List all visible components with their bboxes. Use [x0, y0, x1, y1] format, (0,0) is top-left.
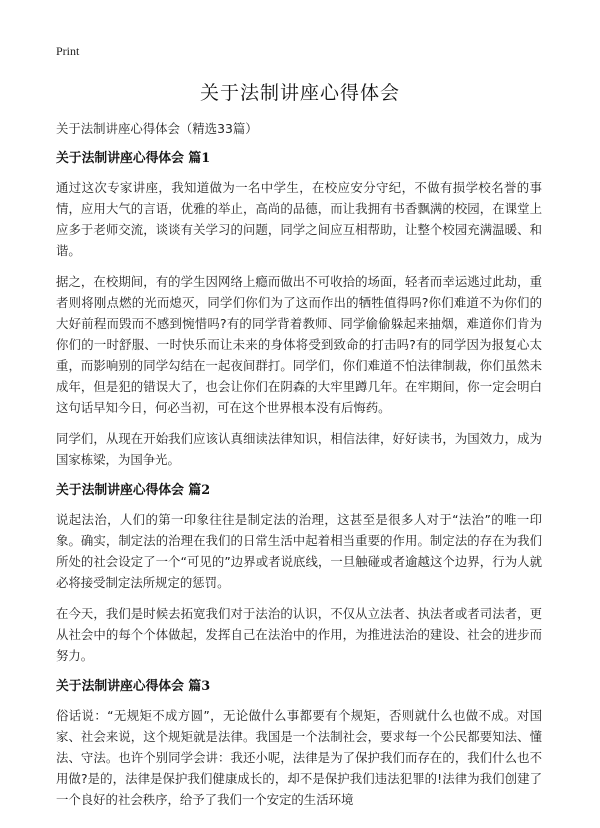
section-heading: 关于法制讲座心得体会 篇2	[56, 483, 211, 498]
paragraph: 据之，在校期间，有的学生因网络上瘾而做出不可收拾的场面，轻者而幸运逃过此劫，重者则将刚点燃的光而熄灭，同学们你们为了这而作出的牺牲值得吗?你们难道不为你们的大好前程而毁而不感到惋惜吗?有的同学背着教师、同学偷偷躲起来抽烟，难道你们肯为你们的一时舒服、一时快乐而让未来的身体将受到致命的打击吗?有的同学因为报复心太重，而影响别的同学勾结在一起夜间群打。同学们，你们难道不怕法律制裁，你们虽然未成年，但是犯的错误大了，也会让你们在阴森的大牢里蹲几年。在牢期间，你一定会明白这句话早知今日，何必当初，可在这个世界根本没有后悔药。	[56, 274, 542, 415]
paragraph: 同学们，从现在开始我们应该认真细读法律知识，相信法律，好好读书，为国效力，成为国家栋梁，为国争光。	[56, 431, 542, 467]
print-link[interactable]: Print	[56, 44, 80, 58]
paragraph: 俗话说：“无规矩不成方圆”，无论做什么事都要有个规矩，否则就什么也做不成。对国家、社会来说，这个规矩就是法律。我国是一个法制社会，要求每一个公民都要知法、懂法、守法。也许个别同学会讲：我还小呢，法律是为了保护我们而存在的，我们什么也不用做?是的，法律是保护我们健康成长的，却不是保护我们违法犯罪的!法律为我们创建了一个良好的社会秩序，给予了我们一个安定的生活环境	[56, 708, 542, 807]
paragraph: 通过这次专家讲座，我知道做为一名中学生，在校应安分守纪，不做有损学校名誉的事情，应用大气的言语，优雅的举止，高尚的品德，而让我拥有书香飘满的校园，在课堂上应多于老师交流，谈谈有关学习的问题，同学之间应互相帮助，让整个校园充满温暖、和谐。	[56, 180, 542, 258]
paragraph: 说起法治，人们的第一印象往往是制定法的治理，这甚至是很多人对于“法治”的唯一印象。确实，制定法的治理在我们的日常生活中起着相当重要的作用。制定法的存在为我们所处的社会设定了一个“可见的”边界或者说底线，一旦触碰或者逾越这个边界，行为人就必将接受制定法所规定的惩罚。	[56, 512, 542, 590]
section-heading: 关于法制讲座心得体会 篇3	[56, 679, 211, 694]
section-1	[56, 148, 542, 470]
section-2	[56, 480, 542, 666]
document-subtitle: 关于法制讲座心得体会（精选33篇）	[56, 121, 258, 136]
page-title: 关于法制讲座心得体会	[199, 82, 400, 104]
paragraph: 在今天，我们是时候去拓宽我们对于法治的认识，不仅从立法者、执法者或者司法者，更从社会中的每个个体做起，发挥自己在法治中的作用，为推进法治的建设、社会的进步而努力。	[56, 606, 542, 663]
section-heading: 关于法制讲座心得体会 篇1	[56, 151, 211, 166]
section-3	[56, 676, 542, 810]
document-body	[56, 118, 542, 820]
